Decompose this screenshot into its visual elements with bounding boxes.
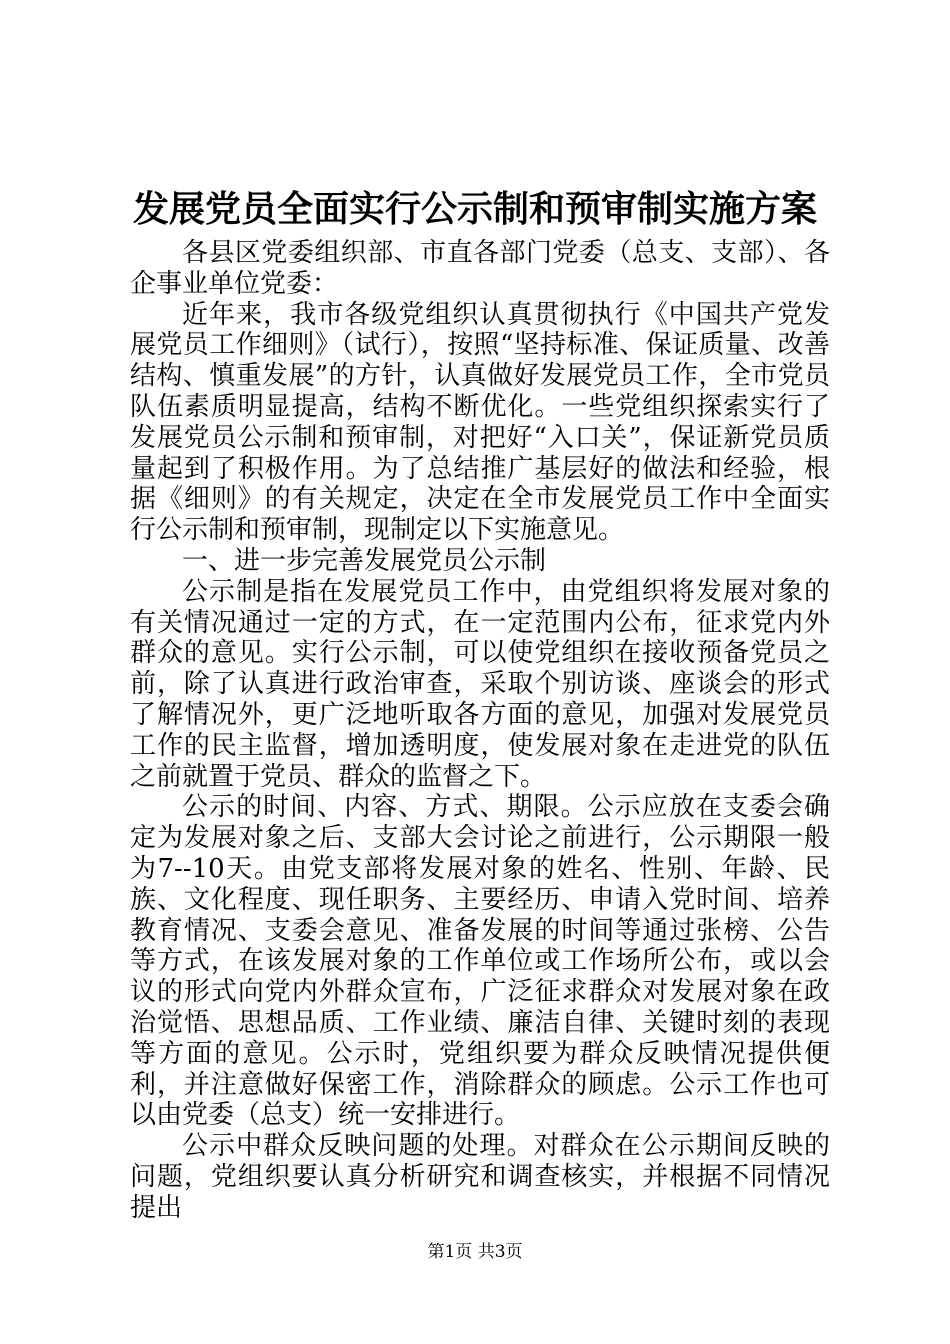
paragraph-publicity-details: 公示的时间、内容、方式、期限。公示应放在支委会确定为发展对象之后、支部大会讨论之前进行，公示期限一般为7--10天。由党支部将发展对象的姓名、性别、年龄、民族、文化程度、现任职务、主要经历、申请入党时间、培养教育情况、支委会意见、准备发展的时间等通过张榜、公告等方式，在该发展对象的工作单位或工作场所公布，或以会议的形式向党内外群众宣布，广泛征求群众对发展对象在政治觉悟、思想品质、工作业绩、廉洁自律、关键时刻的表现等方面的意见。公示时，党组织要为群众反映情况提供便利，并注意做好保密工作，消除群众的顾虑。公示工作也可以由党委（总支）统一安排进行。 — [130, 792, 830, 1131]
paragraph-issue-handling: 公示中群众反映问题的处理。对群众在公示期间反映的问题，党组织要认真分析研究和调查核实，并根据不同情况提出 — [130, 1131, 830, 1223]
document-body — [130, 238, 830, 1224]
paragraph-definition: 公示制是指在发展党员工作中，由党组织将发展对象的有关情况通过一定的方式，在一定范围内公布，征求党内外群众的意见。实行公示制，可以使党组织在接收预备党员之前，除了认真进行政治审查，采取个别访谈、座谈会的形式了解情况外，更广泛地听取各方面的意见，加强对发展党员工作的民主监督，增加透明度，使发展对象在走进党的队伍之前就置于党员、群众的监督之下。 — [130, 576, 830, 792]
page-number-footer: 第1页 共3页 — [427, 1242, 523, 1262]
paragraph-salutation: 各县区党委组织部、市直各部门党委（总支、支部）、各企事业单位党委： — [130, 238, 830, 299]
document-title: 发展党员全面实行公示制和预审制实施方案 — [132, 188, 817, 230]
paragraph-intro: 近年来，我市各级党组织认真贯彻执行《中国共产党发展党员工作细则》（试行），按照“坚持标准、保证质量、改善结构、慎重发展”的方针，认真做好发展党员工作，全市党员队伍素质明显提高，结构不断优化。一些党组织探索实行了发展党员公示制和预审制，对把好“入口关”，保证新党员质量起到了积极作用。为了总结推广基层好的做法和经验，根据《细则》的有关规定，决定在全市发展党员工作中全面实行公示制和预审制，现制定以下实施意见。 — [130, 299, 830, 546]
section-heading-1: 一、进一步完善发展党员公示制 — [182, 545, 547, 576]
